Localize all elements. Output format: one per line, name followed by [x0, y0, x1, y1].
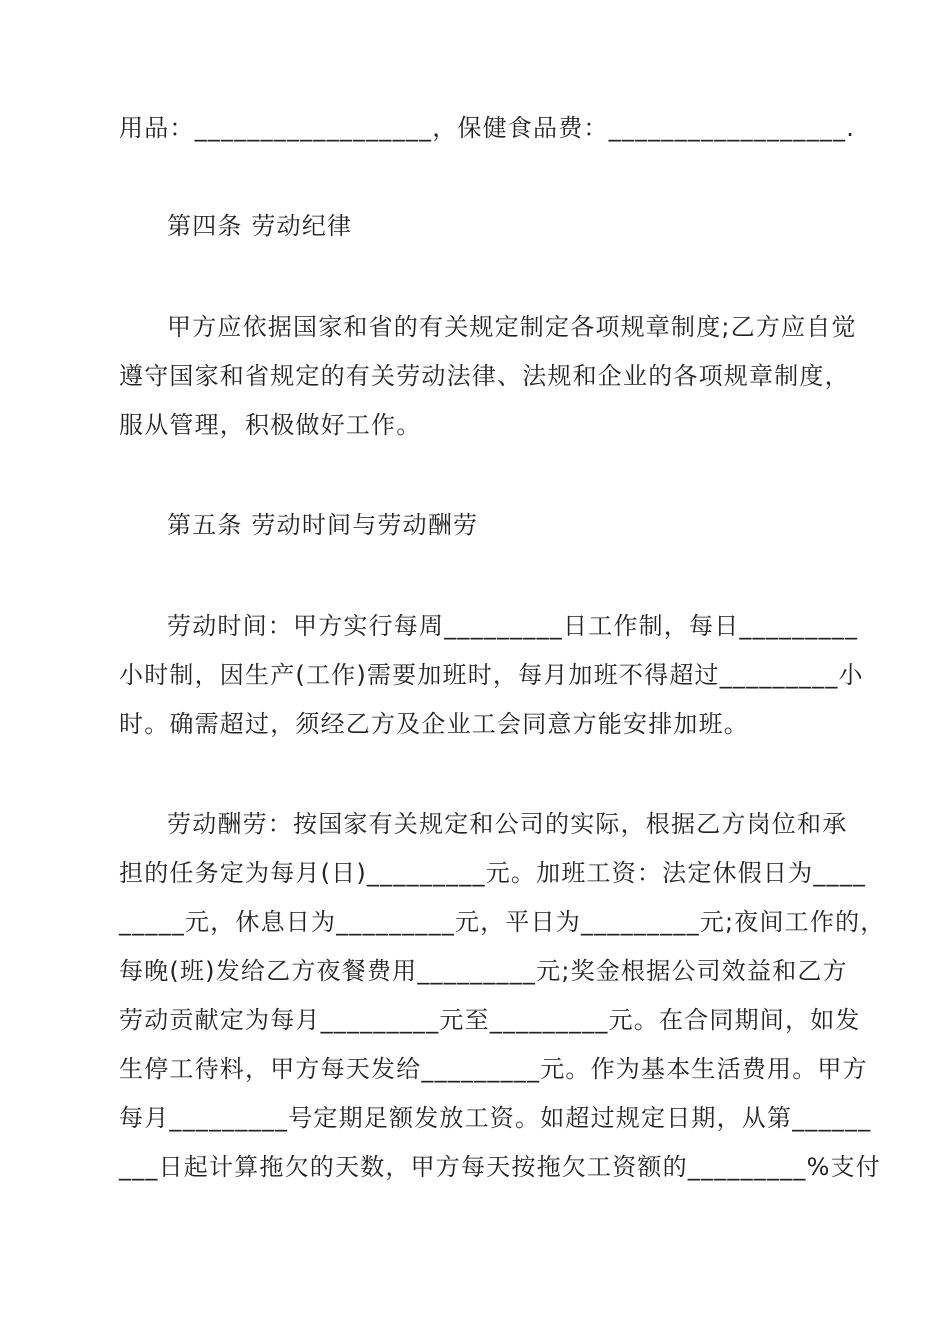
paragraph-line: 担的任务定为每月(日)_________元。加班工资：法定休假日为____ [119, 859, 867, 887]
paragraph-line: 劳动时间：甲方实行每周_________日工作制，每日_________ [167, 612, 859, 640]
paragraph-line: 劳动贡献定为每月_________元至_________元。在合同期间，如发 [119, 1006, 861, 1034]
text-line: 用品：__________________，保健食品费：__________________. [119, 114, 856, 142]
paragraph-line: 遵守国家和省规定的有关劳动法律、法规和企业的各项规章制度， [119, 362, 850, 390]
paragraph-line: 生停工待料，甲方每天发给_________元。作为基本生活费用。甲方 [119, 1055, 868, 1083]
paragraph-line: 每月_________号定期足额发放工资。如超过规定日期，从第______ [119, 1104, 872, 1132]
paragraph-line: ___日起计算拖欠的天数，甲方每天按拖欠工资额的_________%支付 [119, 1153, 882, 1181]
paragraph-line: 劳动酬劳：按国家有关规定和公司的实际，根据乙方岗位和承 [167, 810, 848, 838]
section-heading-article-4: 第四条 劳动纪律 [167, 212, 353, 240]
paragraph-line: 服从管理，积极做好工作。 [119, 411, 422, 439]
paragraph-line: 甲方应依据国家和省的有关规定制定各项规章制度;乙方应自觉 [167, 313, 857, 341]
paragraph-line: 每晚(班)发给乙方夜餐费用_________元;奖金根据公司效益和乙方 [119, 957, 848, 985]
paragraph-line: 时。确需超过，须经乙方及企业工会同意方能安排加班。 [119, 710, 749, 738]
paragraph-line: _____元，休息日为_________元，平日为_________元;夜间工作的， [119, 908, 886, 936]
section-heading-article-5: 第五条 劳动时间与劳动酬劳 [167, 511, 479, 539]
paragraph-line: 小时制，因生产(工作)需要加班时，每月加班不得超过_________小 [119, 661, 864, 689]
